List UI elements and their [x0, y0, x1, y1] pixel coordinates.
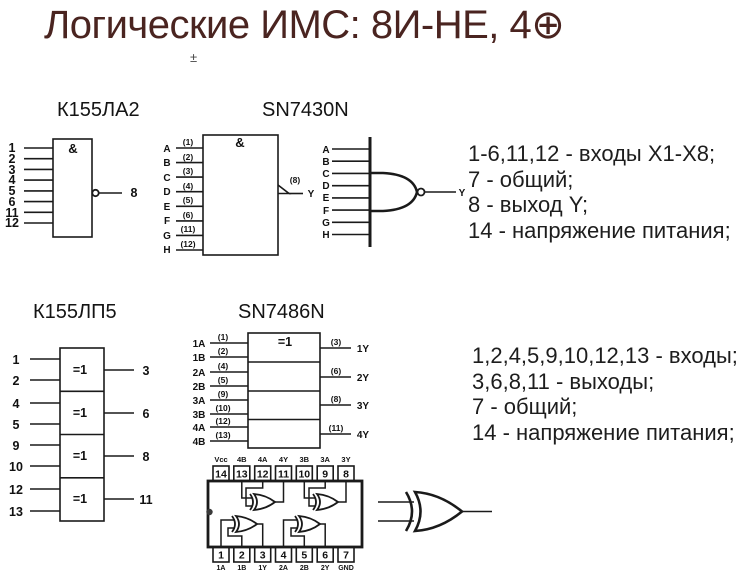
- pin-number: 10: [298, 468, 311, 481]
- signal-name: C: [322, 169, 330, 180]
- signal-name: G: [163, 231, 171, 242]
- slide-title: Логические ИМС: 8И-НЕ, 4⊕: [44, 3, 565, 47]
- sn7486n-output-names: [357, 344, 370, 441]
- xor-symbol: =1: [72, 492, 88, 506]
- pin-function: 1A: [216, 565, 226, 572]
- sn7486n-cell-dividers: [248, 362, 320, 420]
- signal-name: E: [322, 193, 330, 204]
- signal-name: F: [322, 206, 330, 217]
- k155lp5-input-wires: [30, 359, 60, 511]
- signal-name: 1Y: [356, 344, 370, 355]
- plus-minus-mark: ±: [190, 50, 198, 65]
- dip-top-pin-labels: [214, 455, 350, 464]
- signal-name: 4A: [192, 423, 206, 434]
- signal-name: H: [163, 245, 171, 256]
- pin-number: (8): [330, 394, 342, 404]
- pin-label: 4: [8, 173, 16, 187]
- sn7486n-input-wires: [210, 343, 248, 441]
- pin-number: 11: [277, 468, 290, 481]
- pin-number: 4: [280, 549, 287, 562]
- pin-number: (4): [182, 181, 194, 191]
- signal-name: A: [322, 145, 330, 156]
- k155lp5-diagram: [0, 340, 160, 530]
- pin-label: 1: [8, 141, 16, 155]
- xor-gate-body: [415, 492, 462, 531]
- pin-label: 5: [8, 184, 16, 198]
- pin-number: 5: [301, 549, 308, 562]
- signal-name: 3Y: [356, 401, 370, 412]
- signal-name: 2A: [192, 368, 206, 379]
- label-k155la2: К155ЛА2: [57, 99, 140, 121]
- pin-function: GND: [338, 565, 354, 572]
- pin-function: 2Y: [320, 565, 330, 572]
- pin-label: 3: [8, 163, 16, 177]
- pin-number: 14: [215, 468, 227, 481]
- pin-number: 12: [256, 468, 269, 481]
- pin-label: 11: [139, 493, 153, 507]
- pin-number: (10): [215, 403, 231, 413]
- xor-symbol: =1: [72, 363, 88, 377]
- pin-number: (6): [182, 210, 194, 220]
- sn7486n-input-names: [193, 339, 206, 448]
- pin-label: 8: [142, 450, 150, 464]
- signal-name: B: [322, 157, 330, 168]
- pin-function: 1Y: [258, 565, 267, 572]
- internal-xor-gate-2: [284, 516, 326, 547]
- k155la2-input-pin-labels: [5, 141, 19, 230]
- nand-input-names: [322, 145, 330, 241]
- pin-function: 4B: [237, 455, 247, 464]
- pin-number: (9): [217, 389, 229, 399]
- pin-label: 10: [9, 460, 23, 474]
- signal-name: 2B: [192, 382, 206, 393]
- signal-name: 1B: [192, 353, 206, 364]
- note-line: 14 - напряжение питания;: [472, 419, 735, 445]
- sn7486n-output-pin-numbers: [329, 337, 344, 433]
- pin-number: 7: [343, 549, 349, 562]
- pin-number: (3): [330, 337, 342, 347]
- signal-name: 1A: [192, 339, 206, 350]
- nand-gate-body: [370, 173, 417, 211]
- pin-number: 8: [343, 468, 349, 481]
- note-line: 7 - общий;: [468, 166, 574, 192]
- signal-name: E: [163, 202, 171, 213]
- sn7486n-diagram: [185, 325, 385, 455]
- pin-number: (3): [182, 166, 194, 176]
- dip-top-pins: [213, 466, 354, 481]
- pin-label: 6: [142, 407, 150, 421]
- signal-name: A: [163, 144, 171, 155]
- signal-name: 4Y: [356, 430, 370, 441]
- pin-number: 13: [235, 468, 248, 481]
- pin-number: 1: [218, 549, 224, 562]
- k155la2-output-label: 8: [130, 186, 138, 200]
- pin-number: (4): [217, 361, 229, 371]
- xor-symbol: =1: [72, 449, 88, 463]
- pin-label: 1: [12, 353, 20, 367]
- pin-number: (1): [182, 137, 194, 147]
- label-sn7486n: SN7486N: [238, 301, 325, 323]
- pin-label: 12: [9, 483, 23, 497]
- pin-number: (2): [182, 152, 194, 162]
- pin-function: 3Y: [341, 455, 351, 464]
- nand-input-wires: [332, 149, 370, 235]
- label-sn7430n: SN7430N: [262, 99, 349, 121]
- note-line: 14 - напряжение питания;: [468, 217, 731, 243]
- and-symbol: &: [68, 141, 78, 156]
- pin-function: 4Y: [278, 455, 289, 464]
- note-line: 3,6,8,11 - выходы;: [472, 368, 655, 394]
- note-line: 7 - общий;: [472, 394, 578, 419]
- pin-label: 2: [12, 374, 20, 388]
- signal-name: D: [322, 181, 330, 192]
- signal-name: D: [163, 187, 171, 198]
- pin-number: 6: [322, 549, 329, 562]
- signal-name: 4B: [192, 437, 206, 448]
- pin-function: 2B: [299, 565, 309, 572]
- signal-name: F: [163, 216, 171, 227]
- pin-number: 3: [259, 549, 266, 562]
- signal-name: 2Y: [356, 373, 370, 384]
- pin-number: (13): [215, 430, 231, 440]
- inversion-bubble: [418, 189, 425, 196]
- pin-number: (11): [180, 224, 196, 234]
- sn7430n-input-names: [163, 144, 171, 256]
- internal-xor-gate-1: [221, 516, 263, 547]
- sn7430n-input-pin-numbers: [180, 137, 195, 249]
- pin-number: (1): [217, 332, 229, 342]
- output-inversion-wedge: [278, 185, 289, 194]
- pin-label: 6: [8, 195, 16, 209]
- k155la2-diagram: [0, 130, 150, 255]
- internal-xor-gate-3: [304, 481, 346, 510]
- pin-label: 5: [12, 418, 20, 432]
- pin-function: 4A: [257, 455, 268, 464]
- pin-label: 11: [5, 206, 19, 220]
- nand-gate-symbol: [318, 130, 470, 255]
- pin-number: (5): [217, 375, 229, 385]
- signal-name: C: [163, 173, 171, 184]
- pin-number: (2): [217, 346, 229, 356]
- signal-name: B: [163, 158, 171, 169]
- sn7486n-output-wires: [320, 348, 351, 434]
- pin-function: Vcc: [214, 455, 228, 464]
- pin-label: 2: [8, 152, 16, 166]
- signal-name: G: [322, 218, 330, 229]
- pin-label: 13: [9, 505, 23, 519]
- dip-body: [208, 481, 362, 547]
- xor-symbol: =1: [72, 406, 88, 420]
- xor-symbol: =1: [277, 335, 293, 349]
- pin-number: (5): [182, 195, 194, 205]
- sn7430n-gate-body: [203, 135, 278, 255]
- note-line: 1,2,4,5,9,10,12,13 - входы;: [472, 343, 738, 368]
- pin-label: 3: [142, 364, 150, 378]
- pin-number: (12): [180, 239, 196, 249]
- pin-label: 4: [12, 397, 20, 411]
- pin-function: 3A: [320, 455, 330, 464]
- pin-label: 12: [5, 216, 19, 230]
- label-k155lp5: К155ЛП5: [33, 301, 117, 323]
- pin-function: 1B: [237, 565, 247, 572]
- pin-label: 9: [12, 439, 20, 453]
- k155lp5-input-pin-labels: [9, 353, 23, 519]
- sn7486n-pin-notes: [472, 343, 738, 445]
- k155lp5-output-wires: [104, 370, 134, 499]
- pin1-notch: [206, 509, 212, 515]
- signal-name: 3A: [192, 396, 206, 407]
- pin-number: 9: [322, 468, 329, 481]
- note-line: 8 - выход Y;: [468, 192, 589, 217]
- pin-function: 2A: [279, 565, 288, 572]
- pin-number: (6): [330, 366, 342, 376]
- signal-name: H: [322, 230, 330, 241]
- sn7430n-pin-notes: [468, 141, 731, 243]
- pin-number: 2: [238, 549, 245, 562]
- sn7430n-output-name: Y: [307, 189, 315, 200]
- and-symbol: &: [235, 135, 245, 150]
- note-line: 1-6,11,12 - входы Х1-Х8;: [468, 141, 716, 166]
- pin-function: 3B: [299, 455, 310, 464]
- xor-back-arc: [406, 492, 412, 531]
- dip-bottom-pins: [213, 547, 354, 562]
- pin-number: (12): [215, 416, 231, 426]
- internal-xor-gate-4: [242, 481, 284, 510]
- k155lp5-output-pin-labels: [139, 364, 152, 507]
- signal-name: 3B: [192, 410, 206, 421]
- nand-output-name: Y: [458, 188, 466, 199]
- dip14-package-diagram: [195, 450, 380, 573]
- dip-bottom-pin-labels: [217, 565, 354, 572]
- k155lp5-cell-dividers: [60, 391, 104, 478]
- pin-number: (11): [328, 423, 344, 433]
- k155la2-input-wires: [24, 148, 53, 223]
- inversion-bubble: [92, 190, 98, 196]
- output-pin-number: (8): [289, 175, 301, 185]
- sn7430n-diagram: [150, 130, 320, 265]
- xor-gate-symbol: [370, 480, 535, 542]
